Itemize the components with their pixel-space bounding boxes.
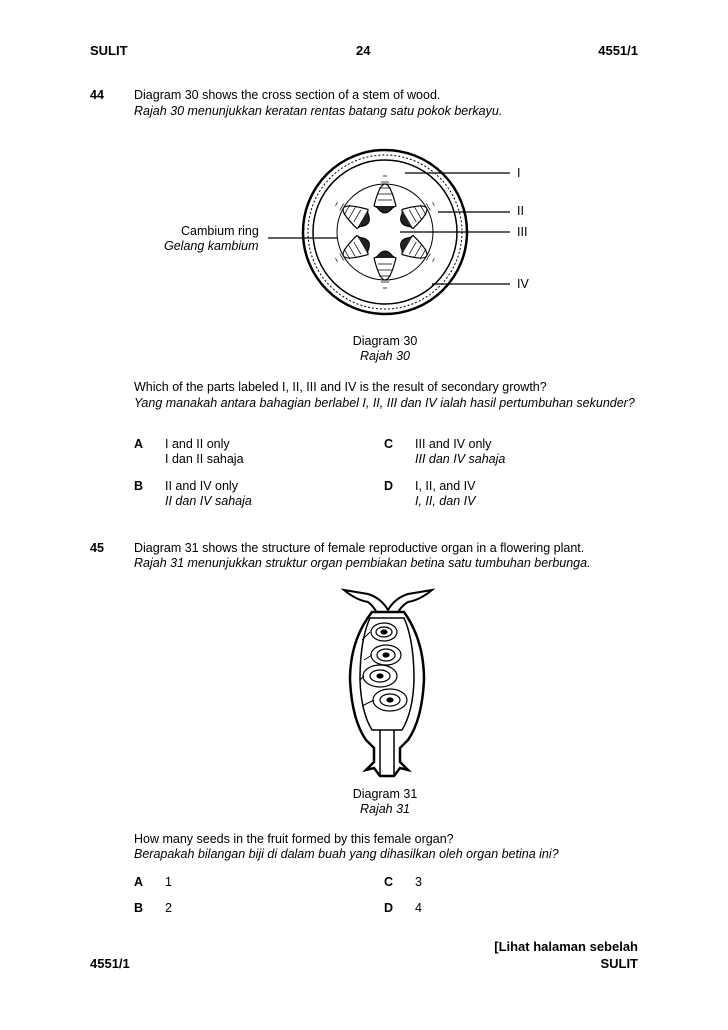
q44-option-b-en[interactable]: II and IV only	[165, 479, 238, 493]
q45-question-ms: Berapakah bilangan biji di dalam buah yang dihasilkan oleh organ betina ini?	[134, 847, 559, 861]
footer-code: 4551/1	[90, 956, 130, 971]
q44-option-letter-d[interactable]: D	[384, 479, 394, 493]
page-number: 24	[356, 43, 371, 58]
q44-option-d-ms: I, II, dan IV	[415, 494, 476, 508]
q45-option-c[interactable]: 3	[415, 875, 422, 889]
label-iv: IV	[517, 277, 529, 291]
q44-option-letter-b[interactable]: B	[134, 479, 144, 493]
q44-question-ms: Yang manakah antara bahagian berlabel I, II, III dan IV ialah hasil pertumbuhan sekunder?	[134, 396, 635, 410]
q45-option-letter-d[interactable]: D	[384, 901, 394, 915]
label-ii: II	[517, 204, 524, 218]
cambium-label-en: Cambium ring	[181, 224, 259, 238]
q45-question-en: How many seeds in the fruit formed by this female organ?	[134, 832, 454, 846]
q44-option-a-en[interactable]: I and II only	[165, 437, 230, 451]
q44-option-b-ms: II dan IV sahaja	[165, 494, 252, 508]
q45-option-a[interactable]: 1	[165, 875, 172, 889]
q44-option-c-ms: III dan IV sahaja	[415, 452, 506, 466]
q45-intro-ms: Rajah 31 menunjukkan struktur organ pembiakan betina satu tumbuhan berbunga.	[134, 556, 591, 570]
q44-intro-ms: Rajah 30 menunjukkan keratan rentas batang satu pokok berkayu.	[134, 104, 503, 118]
q44-option-c-en[interactable]: III and IV only	[415, 437, 492, 451]
question-number-44: 44	[90, 88, 104, 102]
label-iii: III	[517, 225, 528, 239]
diagram-31-caption: Diagram 31	[352, 787, 418, 801]
q44-question-en: Which of the parts labeled I, II, III and IV is the result of secondary growth?	[134, 380, 547, 394]
header-sulit: SULIT	[90, 43, 128, 58]
footer-sulit: SULIT	[600, 956, 638, 971]
diagram-31-caption-ms: Rajah 31	[359, 802, 411, 816]
diagram-30-caption-ms: Rajah 30	[359, 349, 411, 363]
q45-option-letter-c[interactable]: C	[384, 875, 394, 889]
diagram-30-caption: Diagram 30	[352, 334, 418, 348]
q45-option-letter-b[interactable]: B	[134, 901, 144, 915]
q44-option-a-ms: I dan II sahaja	[165, 452, 244, 466]
q45-option-d[interactable]: 4	[415, 901, 422, 915]
q44-intro-en: Diagram 30 shows the cross section of a stem of wood.	[134, 88, 441, 102]
q45-intro-en: Diagram 31 shows the structure of female reproductive organ in a flowering plant.	[134, 541, 585, 555]
label-i: I	[517, 166, 521, 180]
q44-option-letter-a[interactable]: A	[134, 437, 144, 451]
q44-option-d-en[interactable]: I, II, and IV	[415, 479, 476, 493]
question-number-45: 45	[90, 541, 104, 555]
header-code: 4551/1	[598, 43, 638, 58]
q44-option-letter-c[interactable]: C	[384, 437, 394, 451]
q45-option-letter-a[interactable]: A	[134, 875, 144, 889]
cambium-label-ms: Gelang kambium	[164, 239, 259, 253]
q45-option-b[interactable]: 2	[165, 901, 172, 915]
footer-next-page: [Lihat halaman sebelah	[494, 939, 638, 954]
